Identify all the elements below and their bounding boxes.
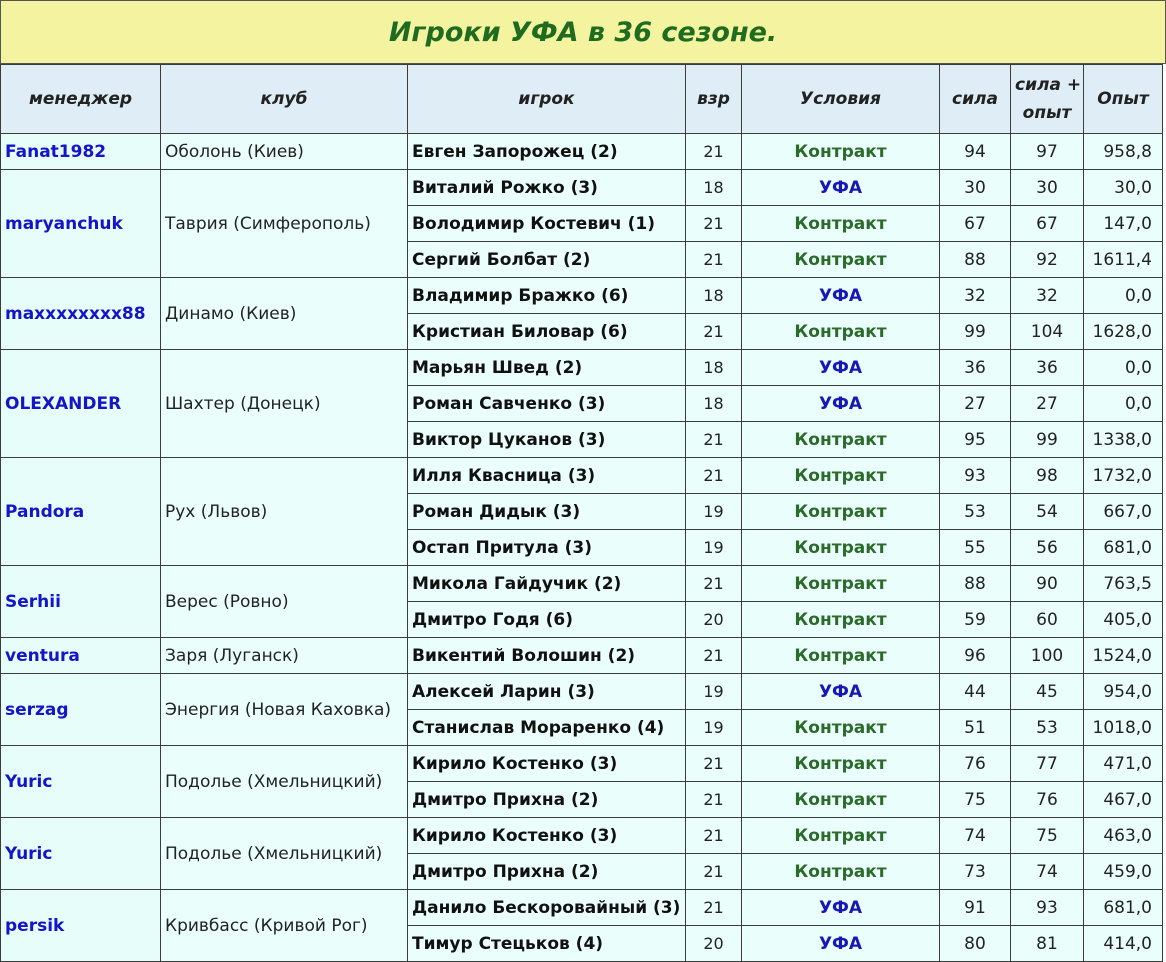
header-strength-exp-line1: сила + <box>1015 75 1082 95</box>
experience-cell: 405,0 <box>1084 602 1163 638</box>
strength-exp-cell: 90 <box>1011 566 1084 602</box>
experience-cell: 681,0 <box>1084 530 1163 566</box>
strength-exp-cell: 30 <box>1011 170 1084 206</box>
header-club: клуб <box>161 65 408 134</box>
experience-cell: 1628,0 <box>1084 314 1163 350</box>
strength-cell: 99 <box>940 314 1011 350</box>
conditions-cell: Контракт <box>742 854 940 890</box>
strength-cell: 88 <box>940 242 1011 278</box>
conditions-cell: Контракт <box>742 566 940 602</box>
conditions-cell: УФА <box>742 386 940 422</box>
strength-cell: 93 <box>940 458 1011 494</box>
strength-exp-cell: 92 <box>1011 242 1084 278</box>
age-cell: 19 <box>686 494 742 530</box>
player-cell: Кирило Костенко (3) <box>408 746 686 782</box>
experience-cell: 1732,0 <box>1084 458 1163 494</box>
experience-cell: 1018,0 <box>1084 710 1163 746</box>
experience-cell: 467,0 <box>1084 782 1163 818</box>
strength-exp-cell: 54 <box>1011 494 1084 530</box>
strength-exp-cell: 45 <box>1011 674 1084 710</box>
strength-cell: 88 <box>940 566 1011 602</box>
player-cell: Володимир Костевич (1) <box>408 206 686 242</box>
conditions-cell: Контракт <box>742 206 940 242</box>
club-cell: Кривбасс (Кривой Рог) <box>161 890 408 962</box>
strength-cell: 53 <box>940 494 1011 530</box>
age-cell: 21 <box>686 638 742 674</box>
conditions-cell: Контракт <box>742 314 940 350</box>
players-table <box>0 64 1163 962</box>
player-cell: Остап Притула (3) <box>408 530 686 566</box>
experience-cell: 667,0 <box>1084 494 1163 530</box>
player-cell: Дмитро Прихна (2) <box>408 782 686 818</box>
manager-cell[interactable]: maryanchuk <box>1 170 161 278</box>
conditions-cell: Контракт <box>742 242 940 278</box>
table-row <box>1 746 1163 782</box>
manager-cell[interactable]: Serhii <box>1 566 161 638</box>
table-row <box>1 350 1163 386</box>
manager-cell[interactable]: serzag <box>1 674 161 746</box>
manager-cell[interactable]: Yuric <box>1 746 161 818</box>
player-cell: Илля Квасница (3) <box>408 458 686 494</box>
conditions-cell: УФА <box>742 170 940 206</box>
header-player: игрок <box>408 65 686 134</box>
experience-cell: 954,0 <box>1084 674 1163 710</box>
age-cell: 18 <box>686 386 742 422</box>
table-row <box>1 566 1163 602</box>
strength-cell: 27 <box>940 386 1011 422</box>
table-row <box>1 674 1163 710</box>
conditions-cell: УФА <box>742 350 940 386</box>
conditions-cell: Контракт <box>742 458 940 494</box>
conditions-cell: Контракт <box>742 746 940 782</box>
strength-cell: 32 <box>940 278 1011 314</box>
strength-cell: 44 <box>940 674 1011 710</box>
age-cell: 21 <box>686 206 742 242</box>
strength-exp-cell: 98 <box>1011 458 1084 494</box>
strength-exp-cell: 67 <box>1011 206 1084 242</box>
strength-exp-cell: 99 <box>1011 422 1084 458</box>
header-conditions: Условия <box>742 65 940 134</box>
club-cell: Подолье (Хмельницкий) <box>161 746 408 818</box>
conditions-cell: Контракт <box>742 494 940 530</box>
manager-cell[interactable]: Fanat1982 <box>1 134 161 170</box>
strength-cell: 75 <box>940 782 1011 818</box>
player-cell: Тимур Стецьков (4) <box>408 926 686 962</box>
conditions-cell: УФА <box>742 278 940 314</box>
age-cell: 21 <box>686 566 742 602</box>
header-row <box>1 65 1163 134</box>
manager-cell[interactable]: Yuric <box>1 818 161 890</box>
table-body <box>1 134 1163 962</box>
player-cell: Виталий Рожко (3) <box>408 170 686 206</box>
club-cell: Энергия (Новая Каховка) <box>161 674 408 746</box>
table-row <box>1 134 1163 170</box>
club-cell: Шахтер (Донецк) <box>161 350 408 458</box>
experience-cell: 763,5 <box>1084 566 1163 602</box>
player-cell: Роман Дидык (3) <box>408 494 686 530</box>
player-cell: Сергий Болбат (2) <box>408 242 686 278</box>
header-strength: сила <box>940 65 1011 134</box>
experience-cell: 147,0 <box>1084 206 1163 242</box>
player-cell: Викентий Волошин (2) <box>408 638 686 674</box>
age-cell: 21 <box>686 782 742 818</box>
strength-cell: 59 <box>940 602 1011 638</box>
strength-cell: 80 <box>940 926 1011 962</box>
age-cell: 18 <box>686 350 742 386</box>
player-cell: Кирило Костенко (3) <box>408 818 686 854</box>
club-cell: Заря (Луганск) <box>161 638 408 674</box>
strength-cell: 51 <box>940 710 1011 746</box>
strength-exp-cell: 93 <box>1011 890 1084 926</box>
conditions-cell: Контракт <box>742 818 940 854</box>
age-cell: 21 <box>686 854 742 890</box>
strength-exp-cell: 75 <box>1011 818 1084 854</box>
strength-exp-cell: 27 <box>1011 386 1084 422</box>
club-cell: Верес (Ровно) <box>161 566 408 638</box>
strength-exp-cell: 60 <box>1011 602 1084 638</box>
conditions-cell: Контракт <box>742 530 940 566</box>
table-row <box>1 890 1163 926</box>
strength-cell: 76 <box>940 746 1011 782</box>
player-cell: Микола Гайдучик (2) <box>408 566 686 602</box>
age-cell: 21 <box>686 134 742 170</box>
experience-cell: 0,0 <box>1084 278 1163 314</box>
strength-exp-cell: 104 <box>1011 314 1084 350</box>
player-cell: Данило Бескоровайный (3) <box>408 890 686 926</box>
table-row <box>1 458 1163 494</box>
age-cell: 21 <box>686 746 742 782</box>
strength-exp-cell: 97 <box>1011 134 1084 170</box>
conditions-cell: Контракт <box>742 782 940 818</box>
strength-exp-cell: 100 <box>1011 638 1084 674</box>
manager-cell[interactable]: OLEXANDER <box>1 350 161 458</box>
age-cell: 19 <box>686 674 742 710</box>
age-cell: 21 <box>686 890 742 926</box>
age-cell: 21 <box>686 458 742 494</box>
club-cell: Подолье (Хмельницкий) <box>161 818 408 890</box>
experience-cell: 1338,0 <box>1084 422 1163 458</box>
header-manager: менеджер <box>1 65 161 134</box>
experience-cell: 463,0 <box>1084 818 1163 854</box>
age-cell: 18 <box>686 278 742 314</box>
manager-cell[interactable]: Pandora <box>1 458 161 566</box>
strength-cell: 96 <box>940 638 1011 674</box>
header-strength-exp-line2: опыт <box>1022 103 1072 123</box>
manager-cell[interactable]: persik <box>1 890 161 962</box>
header-age: взр <box>686 65 742 134</box>
experience-cell: 414,0 <box>1084 926 1163 962</box>
experience-cell: 0,0 <box>1084 386 1163 422</box>
conditions-cell: Контракт <box>742 134 940 170</box>
experience-cell: 471,0 <box>1084 746 1163 782</box>
age-cell: 21 <box>686 314 742 350</box>
age-cell: 18 <box>686 170 742 206</box>
strength-cell: 74 <box>940 818 1011 854</box>
experience-cell: 681,0 <box>1084 890 1163 926</box>
header-strength-exp <box>1011 65 1084 134</box>
experience-cell: 30,0 <box>1084 170 1163 206</box>
strength-cell: 30 <box>940 170 1011 206</box>
player-cell: Алексей Ларин (3) <box>408 674 686 710</box>
player-cell: Станислав Мораренко (4) <box>408 710 686 746</box>
table-row <box>1 638 1163 674</box>
club-cell: Динамо (Киев) <box>161 278 408 350</box>
table-row <box>1 170 1163 206</box>
club-cell: Рух (Львов) <box>161 458 408 566</box>
table-row <box>1 278 1163 314</box>
player-cell: Виктор Цуканов (3) <box>408 422 686 458</box>
strength-cell: 67 <box>940 206 1011 242</box>
age-cell: 21 <box>686 242 742 278</box>
age-cell: 20 <box>686 602 742 638</box>
strength-cell: 73 <box>940 854 1011 890</box>
header-experience: Опыт <box>1084 65 1163 134</box>
age-cell: 21 <box>686 422 742 458</box>
strength-exp-cell: 81 <box>1011 926 1084 962</box>
age-cell: 20 <box>686 926 742 962</box>
strength-exp-cell: 53 <box>1011 710 1084 746</box>
conditions-cell: УФА <box>742 674 940 710</box>
manager-cell[interactable]: ventura <box>1 638 161 674</box>
age-cell: 21 <box>686 818 742 854</box>
manager-cell[interactable]: maxxxxxxxx88 <box>1 278 161 350</box>
strength-cell: 55 <box>940 530 1011 566</box>
age-cell: 19 <box>686 710 742 746</box>
conditions-cell: Контракт <box>742 422 940 458</box>
strength-cell: 94 <box>940 134 1011 170</box>
experience-cell: 1611,4 <box>1084 242 1163 278</box>
page-title: Игроки УФА в 36 сезоне. <box>0 0 1166 64</box>
player-cell: Марьян Швед (2) <box>408 350 686 386</box>
age-cell: 19 <box>686 530 742 566</box>
player-cell: Кристиан Биловар (6) <box>408 314 686 350</box>
strength-exp-cell: 32 <box>1011 278 1084 314</box>
strength-exp-cell: 36 <box>1011 350 1084 386</box>
strength-cell: 36 <box>940 350 1011 386</box>
player-cell: Евген Запорожец (2) <box>408 134 686 170</box>
experience-cell: 958,8 <box>1084 134 1163 170</box>
club-cell: Оболонь (Киев) <box>161 134 408 170</box>
experience-cell: 0,0 <box>1084 350 1163 386</box>
strength-exp-cell: 74 <box>1011 854 1084 890</box>
club-cell: Таврия (Симферополь) <box>161 170 408 278</box>
strength-exp-cell: 76 <box>1011 782 1084 818</box>
player-cell: Дмитро Прихна (2) <box>408 854 686 890</box>
conditions-cell: Контракт <box>742 602 940 638</box>
table-row <box>1 818 1163 854</box>
player-cell: Дмитро Годя (6) <box>408 602 686 638</box>
experience-cell: 459,0 <box>1084 854 1163 890</box>
strength-exp-cell: 77 <box>1011 746 1084 782</box>
strength-cell: 95 <box>940 422 1011 458</box>
experience-cell: 1524,0 <box>1084 638 1163 674</box>
conditions-cell: Контракт <box>742 638 940 674</box>
conditions-cell: УФА <box>742 890 940 926</box>
strength-cell: 91 <box>940 890 1011 926</box>
player-cell: Владимир Бражко (6) <box>408 278 686 314</box>
player-cell: Роман Савченко (3) <box>408 386 686 422</box>
strength-exp-cell: 56 <box>1011 530 1084 566</box>
conditions-cell: УФА <box>742 926 940 962</box>
conditions-cell: Контракт <box>742 710 940 746</box>
